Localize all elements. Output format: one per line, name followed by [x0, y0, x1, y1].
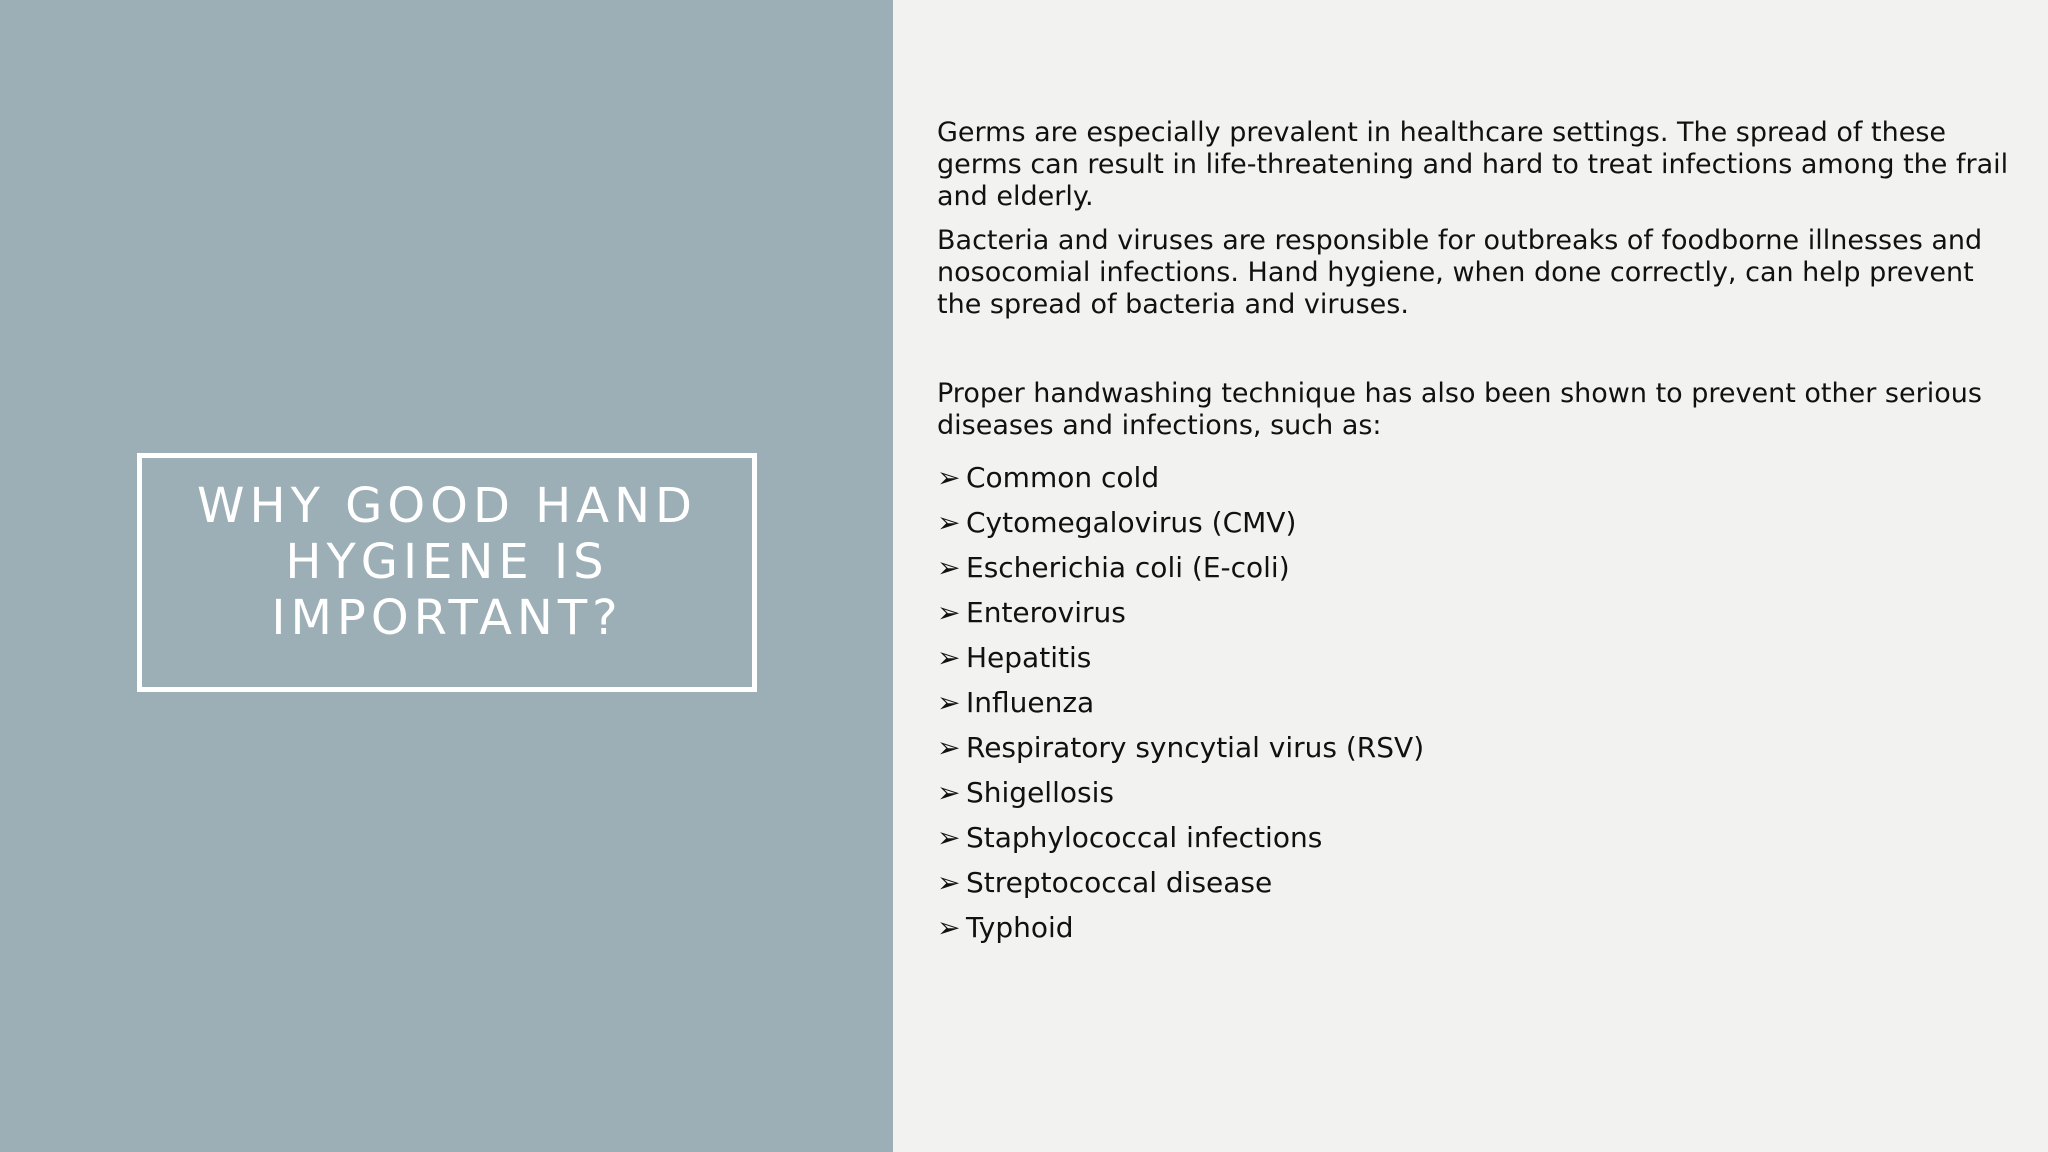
list-item-text: Cytomegalovirus (CMV) — [966, 506, 1297, 539]
list-item-text: Staphylococcal infections — [966, 821, 1323, 854]
paragraph-handwashing: Proper handwashing technique has also been shown to prevent other serious diseases and infections, such as: — [937, 378, 1982, 441]
list-item — [937, 860, 2012, 905]
slide-title: WHY GOOD HAND HYGIENE IS IMPORTANT? — [197, 477, 697, 646]
list-item-text: Escherichia coli (E-coli) — [966, 551, 1290, 584]
list-item — [937, 500, 2012, 545]
list-item-text: Streptococcal disease — [966, 866, 1273, 899]
list-item-text: Respiratory syncytial virus (RSV) — [966, 731, 1425, 764]
arrow-bullet-icon: ➢ — [937, 596, 961, 629]
arrow-bullet-icon: ➢ — [937, 506, 961, 539]
title-panel — [0, 0, 893, 1152]
list-item-text: Hepatitis — [966, 641, 1092, 674]
list-item-text: Enterovirus — [966, 596, 1126, 629]
arrow-bullet-icon: ➢ — [937, 641, 961, 674]
list-item — [937, 455, 2012, 500]
list-item-text: Shigellosis — [966, 776, 1114, 809]
list-item — [937, 680, 2012, 725]
list-item-text: Typhoid — [966, 911, 1074, 944]
list-item-text: Common cold — [966, 461, 1160, 494]
list-item — [937, 725, 2012, 770]
arrow-bullet-icon: ➢ — [937, 551, 961, 584]
list-item — [937, 545, 2012, 590]
list-item — [937, 590, 2012, 635]
arrow-bullet-icon: ➢ — [937, 731, 961, 764]
list-item — [937, 770, 2012, 815]
arrow-bullet-icon: ➢ — [937, 866, 961, 899]
title-frame — [137, 453, 757, 692]
list-item — [937, 815, 2012, 860]
arrow-bullet-icon: ➢ — [937, 461, 961, 494]
slide-body — [937, 117, 2012, 950]
arrow-bullet-icon: ➢ — [937, 911, 961, 944]
arrow-bullet-icon: ➢ — [937, 776, 961, 809]
list-item — [937, 905, 2012, 950]
arrow-bullet-icon: ➢ — [937, 686, 961, 719]
list-item-text: Influenza — [966, 686, 1095, 719]
paragraph-bacteria: Bacteria and viruses are responsible for outbreaks of foodborne illnesses and nosocomial infections. Hand hygiene, when done correctly, can help prevent the spread of bacteria and viruses. — [937, 225, 1983, 320]
arrow-bullet-icon: ➢ — [937, 821, 961, 854]
disease-list — [937, 455, 2012, 950]
list-item — [937, 635, 2012, 680]
paragraph-germs: Germs are especially prevalent in healthcare settings. The spread of these germs can result in life-threatening and hard to treat infections among the frail and elderly. — [937, 117, 2009, 212]
